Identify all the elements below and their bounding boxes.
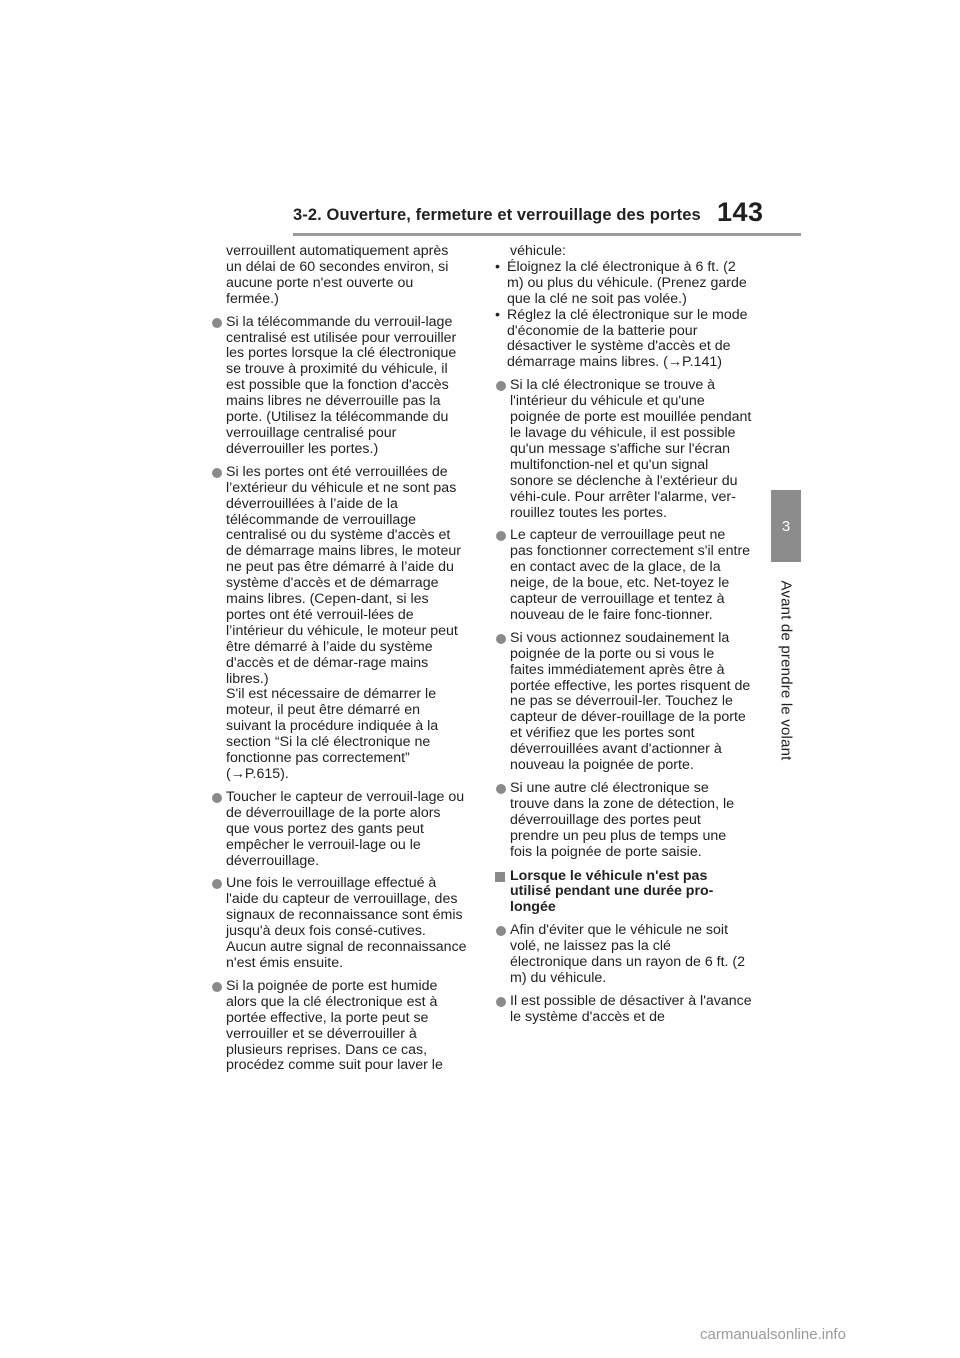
bullet-item: Toucher le capteur de verrouil-lage ou de déverrouillage de la porte alors que vous portez des gants peut empêcher le verrouil-lage ou le déverrouillage. (210, 790, 468, 870)
section-heading: Lorsque le véhicule n'est pas utilisé pendant une durée pro-longée (494, 869, 752, 917)
bullet-text: Si les portes ont été verrouillées de l’extérieur du véhicule et ne sont pas déverrouillées à l’aide de la télécommande de verrouillage centralisé ou du système d'accès et de démarrage mains libres, le moteur ne peut pas être démarré à l’aide du système d'accès et de démarrage mains libres. (Cepen-dant, si les portes ont été verrouil-lées de l’intérieur du véhicule, le moteur peut être démarré à l’aide du système d'accès et de démar-rage mains libres.) (226, 463, 461, 687)
paragraph-continuation: verrouillent automatiquement après un délai de 60 secondes environ, si aucune porte n'est ouverte ou fermée.) (226, 243, 449, 307)
page-number: 143 (717, 197, 764, 227)
chapter-label (763, 570, 809, 770)
bullet-item: Si la poignée de porte est humide alors que la clé électronique est à portée effective, la porte peut se verrouiller et se déverrouiller à plusieurs reprises. Dans ce cas, procédez comme suit pour laver le (210, 979, 468, 1074)
right-column (494, 244, 752, 1026)
sub-bullet-item: • Éloignez la clé électronique à 6 ft. (2 m) ou plus du véhicule. (Prenez garde que la clé ne soit pas volée.) (494, 260, 752, 308)
bullet-item: Une fois le verrouillage effectué à l'aide du capteur de verrouillage, des signaux de reconnaissance sont émis jusqu'à deux fois consé-cutives. Aucun autre signal de reconnaissance n'est émis ensuite. (210, 876, 468, 971)
bullet-item: Le capteur de verrouillage peut ne pas fonctionner correctement s'il entre en contact avec de la glace, de la neige, de la boue, etc. Net-toyez le capteur de verrouillage et tentez à nouveau de le faire fonc-tionner. (494, 528, 752, 623)
bullet-text-extra: S'il est nécessaire de démarrer le moteur, il peut être démarré en suivant la procédure indiquée à la section “Si la clé électronique ne fonctionne pas correctement” (→P.615). (226, 686, 439, 782)
paragraph-continuation: véhicule: (510, 243, 566, 259)
header-divider (293, 233, 801, 236)
section-title: 3-2. Ouverture, fermeture et verrouillage des portes (293, 206, 701, 224)
bullet-item: Si une autre clé électronique se trouve dans la zone de détection, le déverrouillage des portes peut prendre un peu plus de temps une fois la poignée de porte saisie. (494, 781, 752, 861)
bullet-item (210, 465, 468, 783)
chapter-tab: 3 (771, 490, 801, 562)
left-column (210, 244, 468, 1074)
bullet-item: Si la télécommande du verrouil-lage centralisé est utilisée pour verrouiller les portes lorsque la clé électronique se trouve à proximité du véhicule, il est possible que la fonction d'accès mains libres ne déverrouille pas la porte. (Utilisez la télécommande du verrouillage centralisé pour déverrouiller les portes.) (210, 315, 468, 458)
watermark: carmanualsonline.info (700, 1326, 846, 1343)
chapter-title: Avant de prendre le volant (777, 579, 795, 761)
sub-bullet-item: • Réglez la clé électronique sur le mode d'économie de la batterie pour désactiver le système d'accès et de démarrage mains libres. (→P.141) (494, 308, 752, 372)
bullet-item: Il est possible de désactiver à l'avance le système d'accès et de (494, 994, 752, 1026)
bullet-item: Si la clé électronique se trouve à l'intérieur du véhicule et qu'une poignée de porte est mouillée pendant le lavage du véhicule, il est possible qu'un message s'affiche sur l'écran multifonction-nel et qu'un signal sonore se déclenche à l'extérieur du véhi-cule. Pour arrêter l'alarme, ver-rouillez toutes les portes. (494, 378, 752, 521)
bullet-item: Si vous actionnez soudainement la poignée de la porte ou si vous le faites immédiatement après être à portée effective, les portes risquent de ne pas se déverrouil-ler. Touchez le capteur de déver-rouillage de la porte et vérifiez que les portes sont déverrouillées avant d'actionner à nouveau la poignée de porte. (494, 631, 752, 774)
bullet-item: Afin d'éviter que le véhicule ne soit volé, ne laissez pas la clé électronique dans un rayon de 6 ft. (2 m) du véhicule. (494, 923, 752, 987)
